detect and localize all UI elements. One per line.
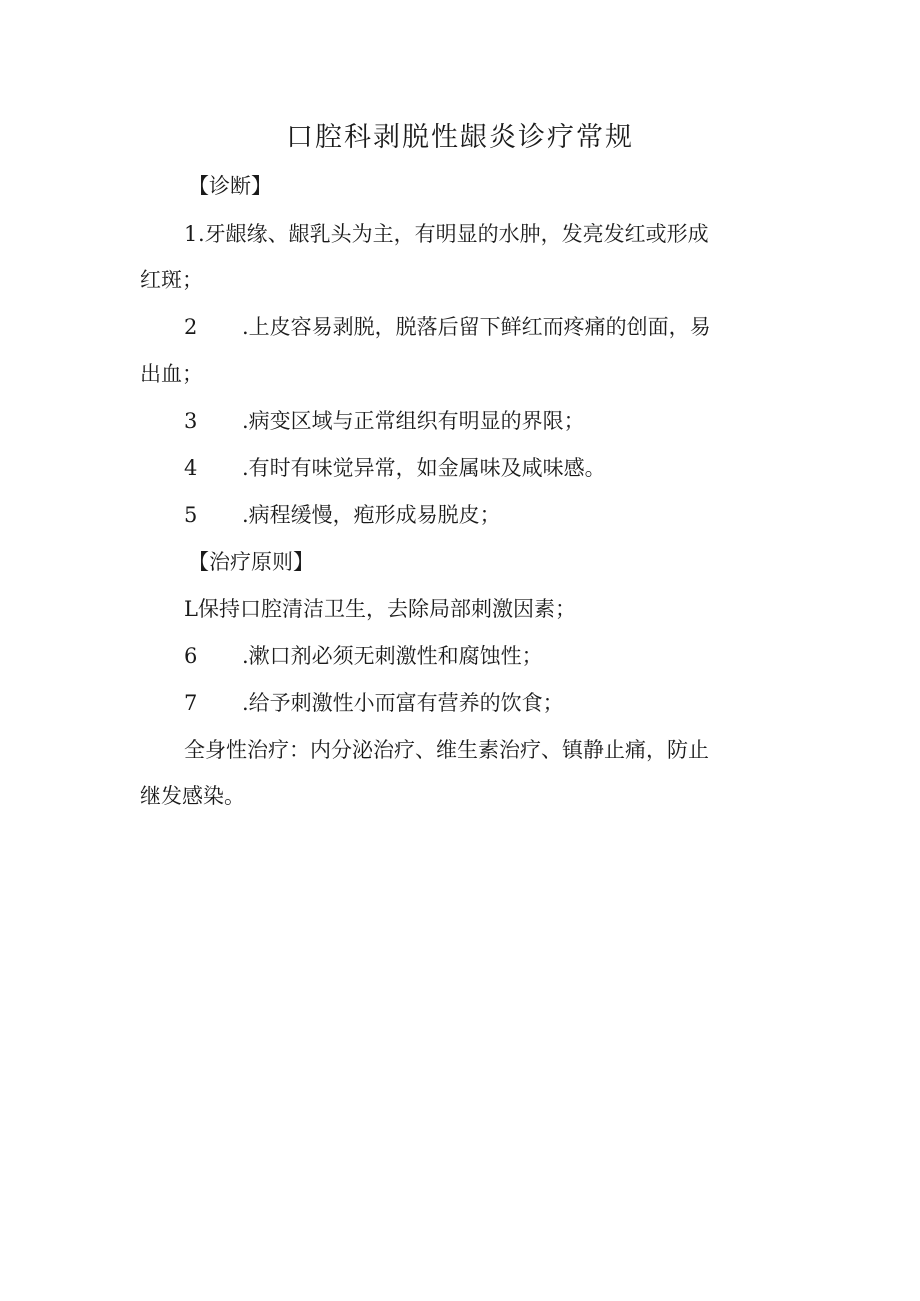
item-number: 2	[184, 315, 198, 339]
diagnosis-item-1	[140, 216, 790, 298]
item-number: 5	[184, 503, 198, 527]
diagnosis-item-5	[140, 497, 790, 533]
diagnosis-heading: 【诊断】	[188, 174, 272, 198]
document-title: 口腔科剥脱性龈炎诊疗常规	[286, 122, 634, 153]
item-number: 6	[184, 644, 198, 668]
item-text: .给予刺激性小而富有营养的饮食；	[242, 691, 564, 715]
diagnosis-item-3	[140, 403, 790, 439]
treatment-item-1	[140, 591, 790, 627]
diagnosis-item-4	[140, 450, 790, 486]
item-text: .病变区域与正常组织有明显的界限；	[242, 409, 585, 433]
item-continuation: 红斑；	[140, 268, 203, 292]
item-number: 1	[184, 222, 198, 246]
document-body	[140, 168, 790, 814]
systemic-treatment-continuation: 继发感染。	[140, 784, 245, 808]
diagnosis-item-2	[140, 309, 790, 392]
systemic-treatment	[140, 732, 790, 814]
item-continuation: 出血；	[140, 362, 203, 386]
treatment-item-7	[140, 685, 790, 721]
item-number: 7	[184, 691, 198, 715]
item-text: L保持口腔清洁卫生，去除局部刺激因素；	[184, 597, 576, 621]
treatment-item-6	[140, 638, 790, 674]
systemic-treatment-text: 全身性治疗：内分泌治疗、维生素治疗、镇静止痛，防止	[184, 738, 709, 762]
item-text: .上皮容易剥脱，脱落后留下鲜红而疼痛的创面，易	[242, 315, 711, 339]
item-text: .牙龈缘、龈乳头为主，有明显的水肿，发亮发红或形成	[198, 222, 709, 246]
item-text: .病程缓慢，疱形成易脱皮；	[242, 503, 501, 527]
item-number: 4	[184, 456, 198, 480]
item-text: .漱口剂必须无刺激性和腐蚀性；	[242, 644, 543, 668]
treatment-heading: 【治疗原则】	[188, 550, 314, 574]
item-text: .有时有味觉异常，如金属味及咸味感。	[242, 456, 606, 480]
item-number: 3	[184, 409, 198, 433]
